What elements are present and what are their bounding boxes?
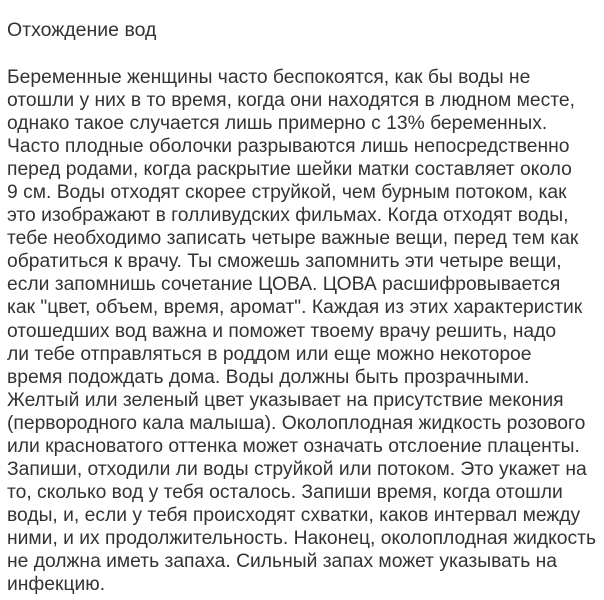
body-line: Беременные женщины часто беспокоятся, как бы воды не (7, 67, 531, 88)
body-line: отошедших вод важна и поможет твоему врачу решить, надо (7, 320, 557, 342)
body-line: не должна иметь запаха. Сильный запах может указывать на (7, 550, 558, 572)
body-line: это изображают в голливудских фильмах. Когда отходят воды, (7, 205, 569, 227)
body-line: или красноватого оттенка может означать отслоение плаценты. (7, 435, 580, 457)
body-line: ними, и их продолжительность. Наконец, околоплодная жидкость (7, 527, 597, 549)
body-line: как "цвет, объем, время, аромат". Каждая из этих характеристик (7, 297, 583, 319)
body-line: время подождать дома. Воды должны быть прозрачными. (7, 366, 530, 388)
body-line: 9 см. Воды отходят скорее струйкой, чем бурным потоком, как (7, 182, 567, 204)
body-line: отошли у них в то время, когда они находятся в людном месте, (7, 90, 575, 112)
body-line: ли тебе отправляться в роддом или еще можно некоторое (7, 343, 532, 365)
body-line: (первородного кала малыша). Околоплодная жидкость розового (7, 412, 586, 434)
body-line: тебе необходимо записать четыре важные вещи, перед тем как (7, 228, 579, 250)
article-body (7, 66, 596, 596)
body-line: обратиться к врачу. Ты сможешь запомнить эти четыре вещи, (7, 251, 562, 273)
body-line: Часто плодные оболочки разрываются лишь непосредственно (7, 136, 570, 158)
article-title: Отхождение вод (7, 19, 157, 41)
body-line: перед родами, когда раскрытие шейки матки составляет около (7, 159, 572, 181)
body-line: то, сколько вод у тебя осталось. Запиши время, когда отошли (7, 481, 563, 503)
body-line: Запиши, отходили ли воды струйкой или потоком. Это укажет на (7, 458, 587, 480)
body-line: Желтый или зеленый цвет указывает на присутствие мекония (7, 389, 564, 411)
body-line: инфекцию. (7, 574, 106, 596)
body-line: воды, и, если у тебя происходят схватки, каков интервал между (7, 504, 581, 526)
body-line: однако такое случается лишь примерно с 13% беременных. (7, 113, 548, 135)
body-line: если запомнишь сочетание ЦОВА. ЦОВА расшифровывается (7, 274, 561, 296)
